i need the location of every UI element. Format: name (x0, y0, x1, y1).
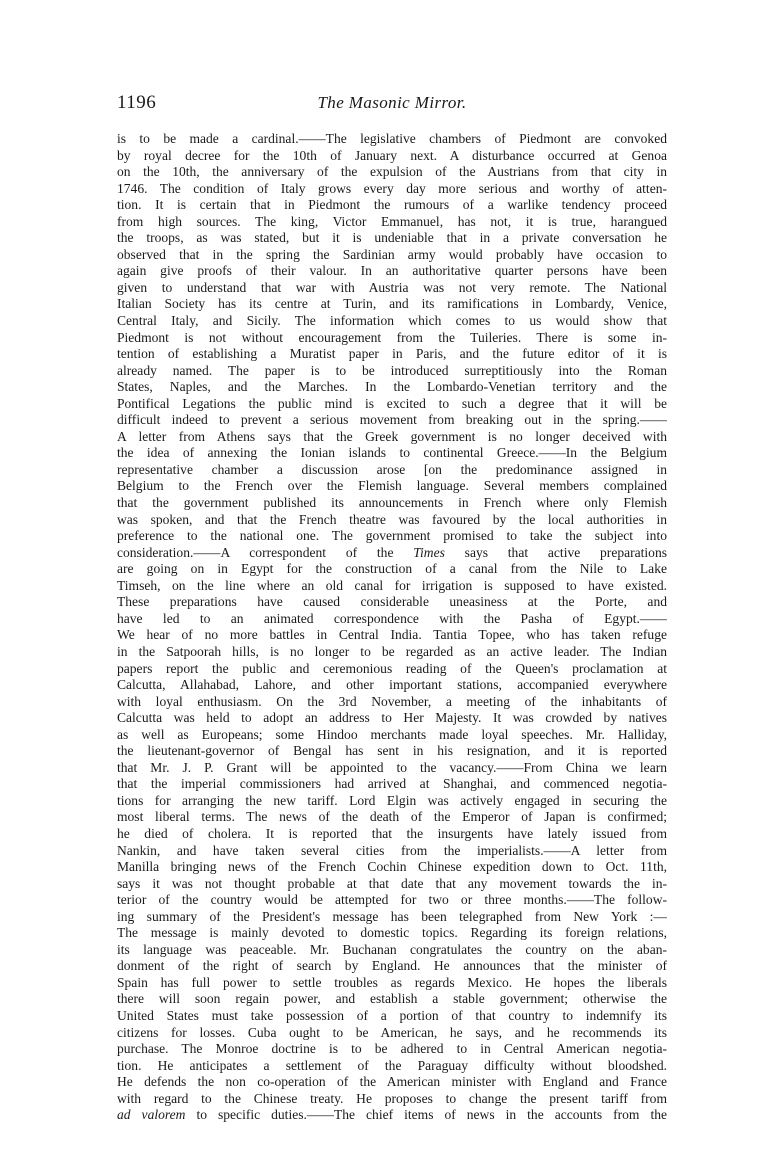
italic-term: ad valorem (117, 1107, 186, 1123)
text-line: Piedmont is not without encouragement from the Tuileries. There is some in- (117, 329, 667, 345)
text-line: again give proofs of their valour. In an authoritative quarter persons have been (117, 263, 667, 279)
body-text (117, 131, 667, 1124)
text-line: says it was not thought probable at that date that any movement towards the in- (117, 875, 667, 891)
text-line: Pontifical Legations the public mind is excited to such a degree that it will be (117, 395, 667, 411)
text-line: tions for arranging the new tariff. Lord Elgin was actively engaged in securing the (117, 792, 667, 808)
text-line: most liberal terms. The news of the death of the Emperor of Japan is confirmed; (117, 809, 667, 825)
text-line: ad valorem to specific duties.——The chief items of news in the accounts from the (117, 1107, 667, 1123)
text-line: as well as Europeans; some Hindoo merchants made loyal speeches. Mr. Halliday, (117, 726, 667, 742)
text-line: preference to the national one. The government promised to take the subject into (117, 528, 667, 544)
text-line: that the government published its announcements in French where only Flemish (117, 495, 667, 511)
text-line: with regard to the Chinese treaty. He proposes to change the present tariff from (117, 1090, 667, 1106)
text-line: Manilla bringing news of the French Cochin Chinese expedition down to Oct. 11th, (117, 859, 667, 875)
text-line: Central Italy, and Sicily. The information which comes to us would show that (117, 313, 667, 329)
text-line: the troops, as was stated, but it is undeniable that in a private conversation he (117, 230, 667, 246)
text-line: He defends the non co-operation of the American minister with England and France (117, 1074, 667, 1090)
italic-term: Times (413, 544, 445, 560)
text-line: consideration.——A correspondent of the Times says that active preparations (117, 544, 667, 560)
text-line: its language was peaceable. Mr. Buchanan congratulates the country on the aban- (117, 941, 667, 957)
text-line: ing summary of the President's message has been telegraphed from New York :— (117, 908, 667, 924)
text-line: the idea of annexing the Ionian islands to continental Greece.——In the Belgium (117, 445, 667, 461)
text-line: he died of cholera. It is reported that the insurgents have lately issued from (117, 825, 667, 841)
text-line: tion. It is certain that in Piedmont the rumours of a warlike tendency proceed (117, 197, 667, 213)
text-line: 1746. The condition of Italy grows every day more serious and worthy of atten- (117, 180, 667, 196)
text-line: States, Naples, and the Marches. In the Lombardo-Venetian territory and the (117, 379, 667, 395)
text-line: observed that in the spring the Sardinian army would probably have occasion to (117, 246, 667, 262)
text-line: terior of the country would be attempted for two or three months.——The follow- (117, 892, 667, 908)
text-line: that the imperial commissioners had arrived at Shanghai, and commenced negotia- (117, 776, 667, 792)
text-line: already named. The paper is to be introduced surreptitiously into the Roman (117, 362, 667, 378)
text-line: tion. He anticipates a settlement of the Paraguay difficulty without bloodshed. (117, 1057, 667, 1073)
text-line: tention of establishing a Muratist paper in Paris, and the future editor of it is (117, 346, 667, 362)
text-line: donment of the right of search by England. He announces that the minister of (117, 958, 667, 974)
text-line: representative chamber a discussion arose [on the predominance assigned in (117, 461, 667, 477)
text-line: papers report the public and ceremonious reading of the Queen's proclamation at (117, 660, 667, 676)
text-line: We hear of no more battles in Central India. Tantia Topee, who has taken refuge (117, 627, 667, 643)
text-line: by royal decree for the 10th of January next. A disturbance occurred at Genoa (117, 147, 667, 163)
text-line: citizens for losses. Cuba ought to be American, he says, and he recommends its (117, 1024, 667, 1040)
text-line: is to be made a cardinal.——The legislative chambers of Piedmont are convoked (117, 131, 667, 146)
text-line: Timseh, on the line where an old canal for irrigation is supposed to have existed. (117, 577, 667, 593)
text-line: purchase. The Monroe doctrine is to be adhered to in Central American negotia- (117, 1041, 667, 1057)
text-line: there will soon regain power, and establish a stable government; otherwise the (117, 991, 667, 1007)
text-line: A letter from Athens says that the Greek government is no longer deceived with (117, 428, 667, 444)
page-header (117, 92, 667, 116)
text-line: have led to an animated correspondence with the Pasha of Egypt.—— (117, 610, 667, 626)
text-line: from high sources. The king, Victor Emmanuel, has not, it is true, harangued (117, 213, 667, 229)
text-line: These preparations have caused considerable uneasiness at the Porte, and (117, 594, 667, 610)
text-line: Italian Society has its centre at Turin, and its ramifications in Lombardy, Venice, (117, 296, 667, 312)
page-number: 1196 (117, 92, 157, 113)
text-line: Calcutta, Allahabad, Lahore, and other important stations, accompanied everywhere (117, 677, 667, 693)
text-line: the lieutenant-governor of Bengal has sent in his resignation, and it is reported (117, 743, 667, 759)
text-line: given to understand that war with Austria was not very remote. The National (117, 279, 667, 295)
text-line: The message is mainly devoted to domestic topics. Regarding its foreign relations, (117, 925, 667, 941)
text-line: United States must take possession of a portion of that country to indemnify its (117, 1007, 667, 1023)
text-line: on the 10th, the anniversary of the expulsion of the Austrians from that city in (117, 164, 667, 180)
text-line: Belgium to the French over the Flemish language. Several members complained (117, 478, 667, 494)
running-title: The Masonic Mirror. (317, 93, 467, 112)
text-line: are going on in Egypt for the construction of a canal from the Nile to Lake (117, 561, 667, 577)
text-line: that Mr. J. P. Grant will be appointed to the vacancy.——From China we learn (117, 759, 667, 775)
text-line: with loyal enthusiasm. On the 3rd November, a meeting of the inhabitants of (117, 693, 667, 709)
text-line: difficult indeed to prevent a serious movement from breaking out in the spring.—— (117, 412, 667, 428)
text-line: in the Satpoorah hills, is no longer to be regarded as an active leader. The Indian (117, 643, 667, 659)
text-line: Nankin, and have taken several cities from the imperialists.——A letter from (117, 842, 667, 858)
text-line: was spoken, and that the French theatre was favoured by the local authorities in (117, 511, 667, 527)
text-line: Calcutta was held to adopt an address to Her Majesty. It was crowded by natives (117, 710, 667, 726)
text-line: Spain has full power to settle troubles as regards Mexico. He hopes the liberals (117, 974, 667, 990)
